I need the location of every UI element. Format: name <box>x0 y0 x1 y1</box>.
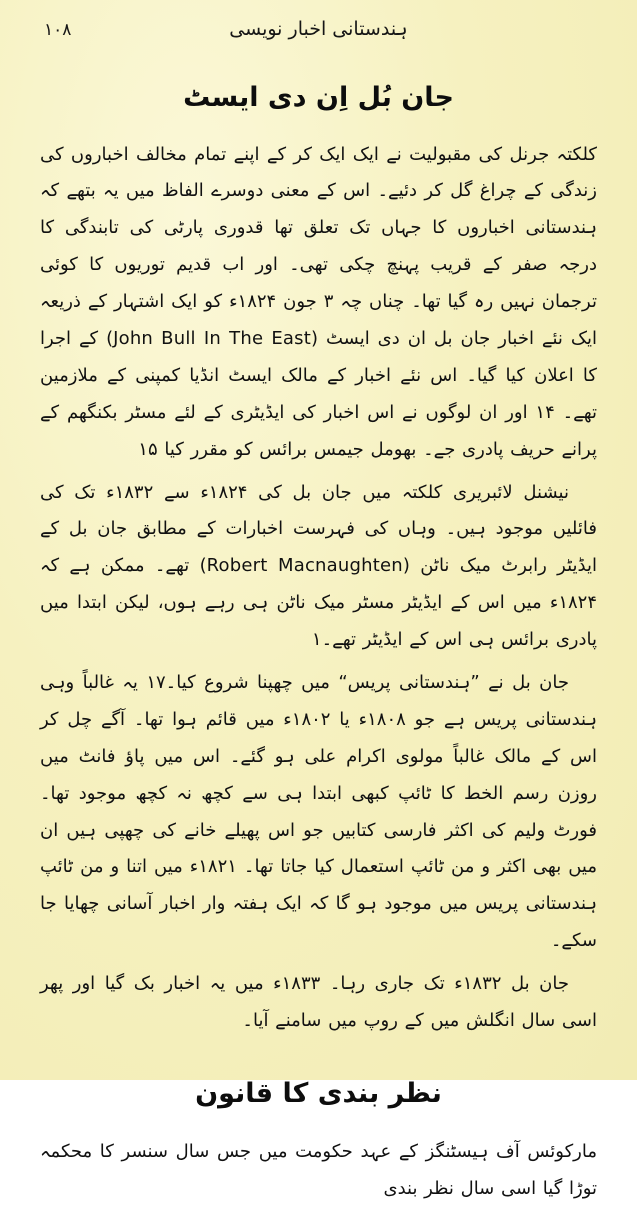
section-heading-nazarbandi: نظر بندی کا قانون <box>195 1077 442 1109</box>
paragraph: جان بل ۱۸۳۲ء تک جاری رہا۔ ۱۸۳۳ء میں یہ اخبار بک گیا اور پھر اسی سال انگلش میں کے روپ میں سامنے آیا۔ <box>40 973 597 1031</box>
paragraph: جان بل نے ”ہندستانی پریس“ میں چھپنا شروع کیا۔۱۷ یہ غالباً وہی ہندستانی پریس ہے جو ۱۸۰۸ء یا ۱۸۰۲ء میں قائم ہوا تھا۔ آگے چل کر اس کے مالک غالباً مولوی اکرام علی ہو گئے۔ اس میں پاؤ فانٹ میں روزن رسم الخط کا ٹائپ کبھی ابتدا ہی سے کچھ نہ کچھ موجود تھا۔ فورٹ ولیم کی اکثر فارسی کتابیں جو اس پھیلے خانے کی چھپی ہیں ان میں بھی اکثر و من ٹائپ استعمال کیا جاتا تھا۔ ۱۸۲۱ء میں اتنا و من ٹائپ ہندستانی پریس میں موجود ہو گا کہ ایک ہفتہ وار اخبار آسانی چھایا جا سکے۔ <box>40 671 598 952</box>
paragraph: نیشنل لائبریری کلکتہ میں جان بل کی ۱۸۲۴ء سے ۱۸۳۲ء تک کی فائلیں موجود ہیں۔ وہاں کی فہرست اخبارات کے مطابق جان بل کے ایڈیٹر رابرٹ میک ناٹن (Robert Macnaughten) تھے۔ ممکن ہے کہ ۱۸۲۴ء میں اس کے ایڈیٹر مسٹر میک ناٹن ہی رہے ہوں، لیکن ابتدا میں پادری برائس ہی اس کے ایڈیٹر تھے۔۱ <box>40 481 597 651</box>
paragraph: کلکتہ جرنل کی مقبولیت نے ایک ایک کر کے اپنے تمام مخالف اخباروں کی زندگی کے چراغ گل کر دئیے۔ اس کے معنی دوسرے الفاظ میں یہ بتھے کہ ہندستانی اخباروں کا جہاں تک تعلق تھا قدوری پارٹی کی تابندگی کا درجہ صفر کے قریب پہنچ چکی تھی۔ اور اب قدیم توریوں کا کوئی ترجمان نہیں رہ گیا تھا۔ چناں چہ ۳ جون ۱۸۲۴ء کو ایک اشتہار کے ذریعہ ایک نئے اخبار جان بل ان دی ایسٹ (John Bull In The East) کے اجرا کا اعلان کیا گیا۔ اس نئے اخبار کے مالک ایسٹ انڈیا کمپنی کے ملازمین تھے۔ ۱۴ اور ان لوگوں نے اس اخبار کی ایڈیٹری کے لئے مسٹر بکنگھم کے پرانے حریف پادری جے۔ بھومل جیمس برائس کو مقرر کیا ۱۵ <box>40 143 597 460</box>
section-heading-john-bull: جان بُل اِن دی ایسٹ <box>183 82 454 113</box>
running-title: ہندستانی اخبار نویسی <box>229 18 408 40</box>
page-header <box>40 18 597 40</box>
page-content <box>40 18 598 1200</box>
paragraph: مارکوئس آف ہیسٹنگز کے عہد حکومت میں جس سال سنسر کا محکمہ توڑا گیا اسی سال نظر بندی <box>40 1141 597 1200</box>
page-number: ۱۰۸ <box>44 20 72 40</box>
